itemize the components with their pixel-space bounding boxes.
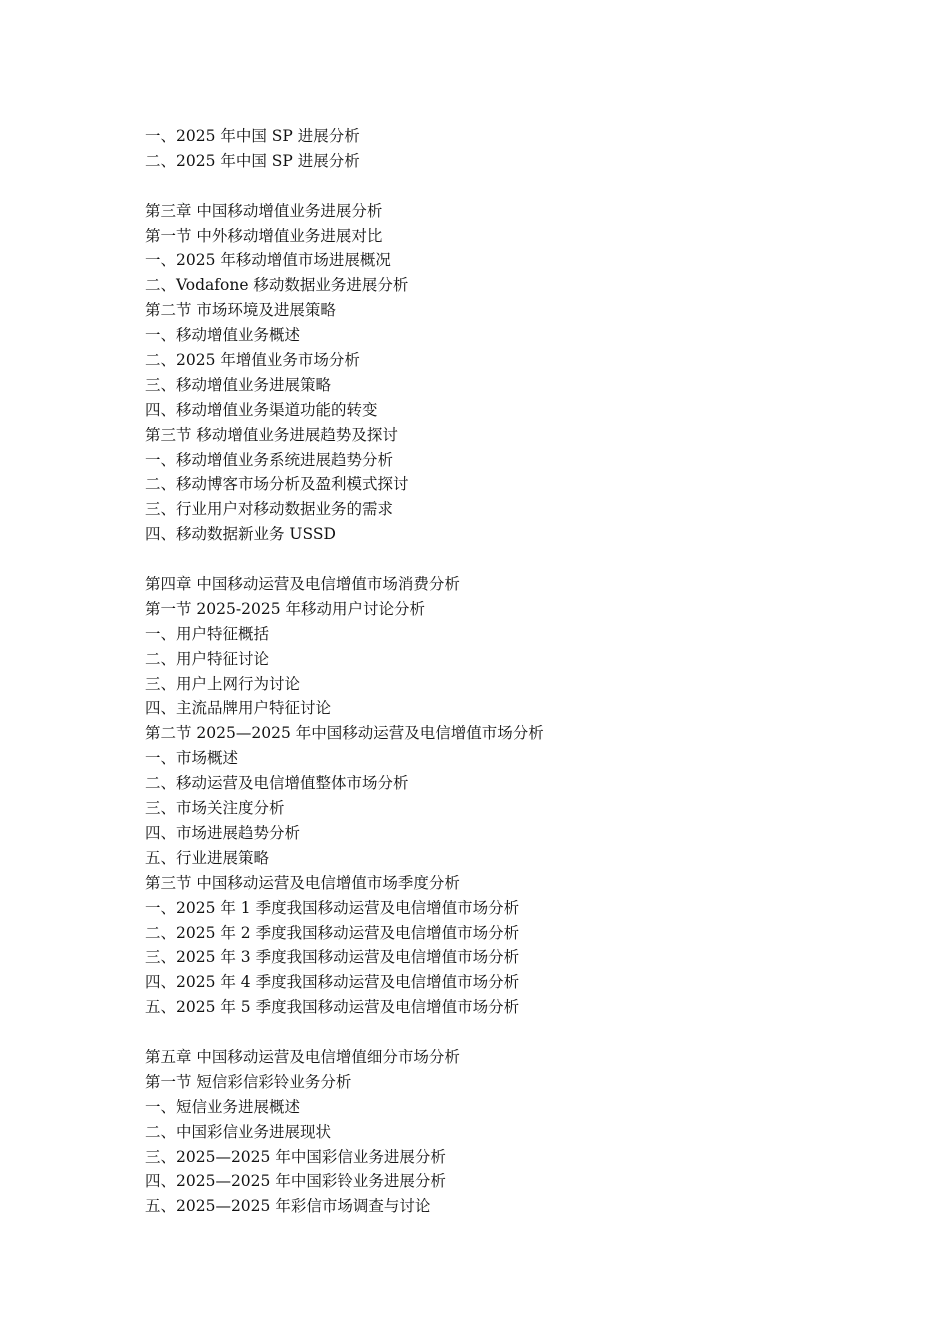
section-heading: 第三节 移动增值业务进展趋势及探讨: [145, 425, 398, 444]
section-heading: 第一节 2025-2025 年移动用户讨论分析: [145, 599, 425, 618]
toc-entry: 一、2025 年 1 季度我国移动运营及电信增值市场分析: [145, 898, 520, 917]
toc-entry: 一、2025 年中国 SP 进展分析: [145, 127, 360, 145]
toc-entry: 一、市场概述: [145, 749, 239, 768]
toc-entry: 三、行业用户对移动数据业务的需求: [145, 500, 394, 519]
toc-entry: 五、行业进展策略: [145, 848, 270, 867]
chapter-heading: 第四章 中国移动运营及电信增值市场消费分析: [145, 575, 460, 594]
section-heading: 第三节 中国移动运营及电信增值市场季度分析: [145, 873, 460, 892]
toc-entry: 一、移动增值业务系统进展趋势分析: [145, 450, 394, 469]
table-of-contents: [145, 124, 845, 1219]
toc-entry: 二、用户特征讨论: [145, 649, 270, 668]
chapter-heading: 第三章 中国移动增值业务进展分析: [145, 201, 383, 220]
section-heading: 第一节 短信彩信彩铃业务分析: [145, 1072, 352, 1091]
toc-entry: 一、用户特征概括: [145, 624, 270, 643]
blank-line: [145, 547, 845, 572]
toc-entry: 二、Vodafone 移动数据业务进展分析: [145, 276, 409, 295]
toc-entry: 二、2025 年 2 季度我国移动运营及电信增值市场分析: [145, 923, 520, 942]
toc-entry: 四、主流品牌用户特征讨论: [145, 699, 332, 718]
toc-entry: 二、2025 年增值业务市场分析: [145, 351, 360, 370]
blank-line: [145, 174, 845, 199]
chapter-heading: 第五章 中国移动运营及电信增值细分市场分析: [145, 1047, 460, 1066]
toc-entry: 四、移动增值业务渠道功能的转变: [145, 400, 378, 419]
toc-entry: 二、移动运营及电信增值整体市场分析: [145, 774, 409, 793]
toc-entry: 四、2025 年 4 季度我国移动运营及电信增值市场分析: [145, 973, 520, 992]
toc-entry: 五、2025—2025 年彩信市场调查与讨论: [145, 1197, 431, 1216]
toc-entry: 三、2025 年 3 季度我国移动运营及电信增值市场分析: [145, 948, 520, 967]
toc-entry: 二、中国彩信业务进展现状: [145, 1122, 332, 1141]
blank-line: [145, 1020, 845, 1045]
toc-entry: 一、短信业务进展概述: [145, 1097, 301, 1116]
section-heading: 第一节 中外移动增值业务进展对比: [145, 226, 383, 245]
toc-entry: 四、市场进展趋势分析: [145, 823, 301, 842]
toc-entry: 三、用户上网行为讨论: [145, 674, 301, 693]
toc-entry: 五、2025 年 5 季度我国移动运营及电信增值市场分析: [145, 998, 520, 1017]
toc-entry: 四、移动数据新业务 USSD: [145, 525, 336, 544]
toc-entry: 一、2025 年移动增值市场进展概况: [145, 251, 391, 270]
toc-entry: 二、2025 年中国 SP 进展分析: [145, 151, 360, 170]
toc-entry: 二、移动博客市场分析及盈利模式探讨: [145, 475, 409, 494]
toc-entry: 三、移动增值业务进展策略: [145, 375, 332, 394]
toc-entry: 一、移动增值业务概述: [145, 326, 301, 345]
toc-entry: 三、2025—2025 年中国彩信业务进展分析: [145, 1147, 446, 1166]
toc-entry: 四、2025—2025 年中国彩铃业务进展分析: [145, 1172, 446, 1191]
toc-entry: 三、市场关注度分析: [145, 799, 285, 818]
section-heading: 第二节 市场环境及进展策略: [145, 301, 336, 320]
section-heading: 第二节 2025—2025 年中国移动运营及电信增值市场分析: [145, 724, 544, 743]
